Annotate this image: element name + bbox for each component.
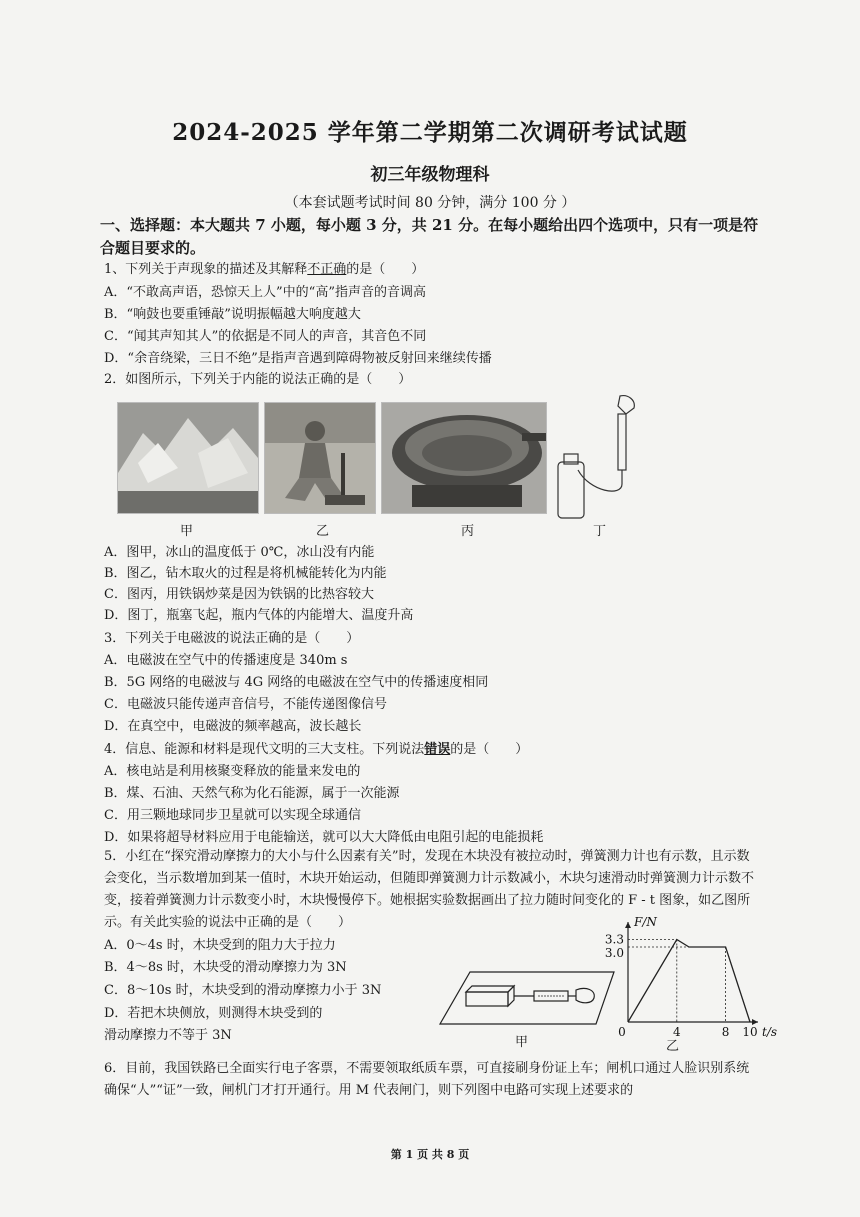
q4-option-d: D．如果将超导材料应用于电能输送，就可以大大降低由电阻引起的电能损耗 (104, 830, 544, 845)
q2-option-c: C．图丙，用铁锅炒菜是因为铁锅的比热容较大 (104, 587, 374, 602)
q4-stem-pre: 4．信息、能源和材料是现代文明的三大支柱。下列说法 (104, 742, 425, 757)
y-axis-label: F/N (634, 915, 657, 929)
q4-option-b: B．煤、石油、天然气称为化石能源，属于一次能源 (104, 786, 400, 801)
bottle-pump-figure (550, 392, 660, 524)
q2-option-b: B．图乙，钻木取火的过程是将机械能转化为内能 (104, 566, 387, 581)
q1-stem (104, 262, 424, 278)
drilling-fire-photo (264, 402, 376, 514)
exam-title: 2024-2025 学年第二学期第二次调研考试试题 (172, 119, 688, 146)
wok-photo (381, 402, 547, 514)
y-tick-3-3: 3.3 (604, 932, 624, 947)
force-line (628, 940, 750, 1023)
q2-caption-yi: 乙 (316, 524, 330, 539)
section-heading: 一、选择题：本大题共 7 小题，每小题 3 分，共 21 分。在每小题给出四个选项中，只有一项是符合题目要求的。 (100, 216, 759, 257)
q1-option-b: B．“响鼓也要重锤敲”说明振幅越大响度越大 (104, 307, 361, 322)
q2-option-a: A．图甲，冰山的温度低于 0℃，冰山没有内能 (104, 545, 375, 560)
q5-caption-jia: 甲 (515, 1035, 529, 1050)
q1-stem-post: 的是（ ） (346, 262, 425, 277)
x-tick-10: 10 (742, 1025, 758, 1039)
q4-stem-post: 的是（ ） (450, 742, 529, 757)
q4-stem (104, 742, 528, 758)
chart-series (628, 940, 750, 1023)
q5-option-d: D．若把木块侧放，则测得木块受到的 (104, 1006, 323, 1021)
q1-option-c: C．“闻其声知其人”的依据是不同人的声音，其音色不同 (104, 329, 427, 344)
x-tick-8: 8 (721, 1025, 730, 1039)
page-footer: 第 1 页 共 8 页 (390, 1148, 470, 1161)
q5-option-b: B．4～8s 时，木块受的滑动摩擦力为 3N (104, 960, 347, 975)
q3-stem: 3．下列关于电磁波的说法正确的是（ ） (104, 631, 360, 646)
q3-option-a: A．电磁波在空气中的传播速度是 340m s (104, 653, 348, 668)
exam-subtitle: 初三年级物理科 (370, 165, 490, 185)
q4-stem-emph: 错误 (424, 742, 451, 757)
x-axis-label: t/s (762, 1025, 778, 1039)
q2-option-d: D．图丁，瓶塞飞起，瓶内气体的内能增大、温度升高 (104, 608, 414, 623)
iceberg-photo (117, 402, 259, 514)
q1-option-a: A．“不敢高声语，恐惊天上人”中的“高”指声音的音调高 (104, 285, 426, 300)
q5-option-d-cont: 滑动摩擦力不等于 3N (104, 1028, 232, 1043)
q5-option-a: A．0～4s 时，木块受到的阻力大于拉力 (104, 938, 336, 953)
y-axis-arrow (625, 922, 631, 928)
q5-option-c: C．8～10s 时，木块受到的滑动摩擦力小于 3N (104, 983, 382, 998)
q2-caption-ding: 丁 (593, 524, 607, 539)
force-time-chart (600, 912, 778, 1039)
q5-caption-yi: 乙 (666, 1039, 680, 1054)
q4-option-c: C．用三颗地球同步卫星就可以实现全球通信 (104, 808, 361, 823)
chart-labels (605, 915, 777, 1039)
chart-axes (625, 922, 758, 1025)
x-tick-0: 0 (618, 1025, 626, 1039)
q1-stem-emph: 不正确 (307, 262, 347, 277)
q3-option-c: C．电磁波只能传递声音信号，不能传递图像信号 (104, 697, 387, 712)
q2-caption-jia: 甲 (180, 524, 194, 539)
x-tick-4: 4 (672, 1025, 681, 1039)
q1-option-d: D．“余音绕梁，三日不绝”是指声音遇到障碍物被反射回来继续传播 (104, 351, 492, 366)
block-spring-figure (436, 968, 616, 1032)
q2-stem: 2．如图所示，下列关于内能的说法正确的是（ ） (104, 372, 412, 387)
q5-stem: 5．小红在“探究滑动摩擦力的大小与什么因素有关”时，发现在木块没有被拉动时，弹簧测力计也有示数，且示数会变化，当示数增加到某一值时，木块开始运动，但随即弹簧测力计示数减小，木块匀速滑动时弹簧测力计示数不变，接着弹簧测力计示数变小时，木块慢慢停下。她根据实验数据画出了拉力随时间变化的 F - t 图象，如乙图所示。有关此实验的说法中正确的是（ ） (104, 849, 755, 930)
q4-option-a: A．核电站是利用核聚变释放的能量来发电的 (104, 764, 361, 779)
q1-stem-pre: 1、下列关于声现象的描述及其解释 (104, 262, 308, 277)
exam-time-note: （本套试题考试时间 80 分钟，满分 100 分 ） (284, 195, 576, 211)
q6-stem: 6．目前，我国铁路已全面实行电子客票，不需要领取纸质车票，可直接刷身份证上车；闸机口通过人脸识别系统确保“人”“证”一致，闸机门才打开通行。用 M 代表闸门，则下列图中电路可实现上述要求的 (104, 1061, 750, 1098)
q2-caption-bing: 丙 (461, 524, 475, 539)
y-tick-3-0: 3.0 (604, 946, 624, 960)
q3-option-d: D．在真空中，电磁波的频率越高，波长越长 (104, 719, 362, 734)
q3-option-b: B．5G 网络的电磁波与 4G 网络的电磁波在空气中的传播速度相同 (104, 675, 489, 690)
